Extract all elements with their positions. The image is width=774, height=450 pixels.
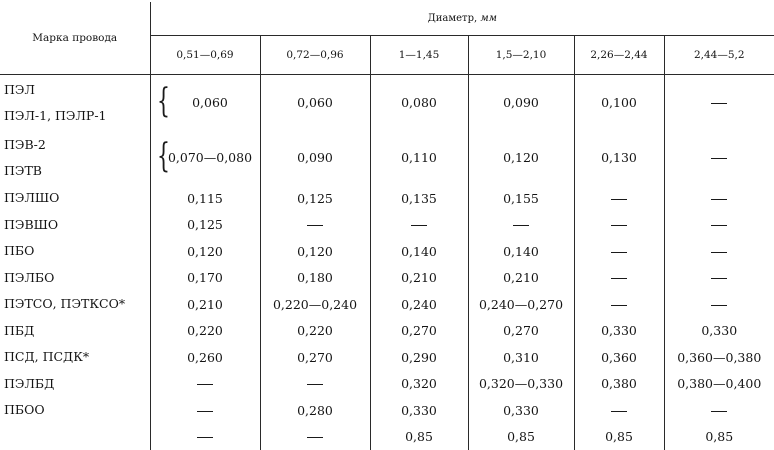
- insulation-thickness-cell: [574, 75, 664, 131]
- no-value-dash: [307, 437, 323, 438]
- insulation-thickness-cell: [260, 371, 370, 398]
- insulation-thickness-cell: [468, 397, 574, 424]
- thickness-value: 0,85: [605, 429, 633, 445]
- diameter-range-header: 2,44—5,2: [664, 36, 774, 75]
- diameter-group-header: [150, 2, 774, 36]
- insulation-thickness-cell: [468, 212, 574, 239]
- insulation-thickness-cell: [150, 397, 260, 424]
- insulation-thickness-cell: [260, 424, 370, 450]
- insulation-thickness-cell: [260, 238, 370, 265]
- thickness-value: 0,140: [401, 243, 437, 259]
- no-value-dash: [197, 384, 213, 385]
- thickness-value: 0,280: [297, 402, 333, 418]
- thickness-value: 0,290: [401, 349, 437, 365]
- thickness-value: 0,090: [297, 150, 333, 165]
- thickness-value: 0,220: [187, 323, 223, 339]
- insulation-thickness-cell: [664, 424, 774, 450]
- wire-brand-cell: [0, 212, 150, 239]
- no-value-dash: [711, 278, 727, 279]
- no-value-dash: [711, 411, 727, 412]
- thickness-value: 0,270: [297, 349, 333, 365]
- insulation-thickness-cell: [370, 130, 468, 185]
- thickness-value: 0,240: [401, 296, 437, 312]
- table-row: [0, 238, 774, 265]
- no-value-dash: [307, 384, 323, 385]
- wire-brand-name: ПЭЛ: [4, 81, 35, 97]
- insulation-thickness-cell: [370, 291, 468, 318]
- table-row: [0, 318, 774, 345]
- no-value-dash: [711, 252, 727, 253]
- no-value-dash: [711, 199, 727, 200]
- insulation-thickness-cell: [150, 130, 260, 185]
- thickness-value: 0,070—0,080: [167, 150, 253, 165]
- no-value-dash: [711, 305, 727, 306]
- insulation-thickness-cell: [150, 238, 260, 265]
- insulation-thickness-cell: [150, 344, 260, 371]
- thickness-value: 0,240—0,270: [478, 296, 564, 312]
- insulation-thickness-cell: [468, 185, 574, 212]
- wire-brand-name: ПЭВ-2: [4, 136, 46, 152]
- insulation-thickness-cell: [664, 318, 774, 345]
- no-value-dash: [513, 225, 529, 226]
- grouping-brace: {: [156, 80, 170, 121]
- no-value-dash: [307, 225, 323, 226]
- wire-brand-name: ПСД, ПСДК*: [4, 349, 90, 365]
- insulation-thickness-cell: [664, 344, 774, 371]
- thickness-value: 0,130: [601, 150, 637, 165]
- thickness-value: 0,100: [601, 95, 637, 110]
- wire-brand-cell: [0, 238, 150, 265]
- thickness-value: 0,360—0,380: [677, 349, 762, 365]
- insulation-thickness-cell: [370, 344, 468, 371]
- wire-brand-cell: [0, 397, 150, 424]
- wire-brand-cell: [0, 130, 150, 185]
- insulation-thickness-cell: [664, 397, 774, 424]
- insulation-thickness-cell: [574, 238, 664, 265]
- thickness-value: 0,220: [297, 323, 333, 339]
- wire-brand-name: ПЭТВ: [4, 162, 42, 178]
- insulation-thickness-cell: [664, 130, 774, 185]
- insulation-thickness-cell: [260, 185, 370, 212]
- diameter-range-header: 1—1,45: [370, 36, 468, 75]
- table-body: [0, 75, 774, 450]
- insulation-thickness-cell: [664, 212, 774, 239]
- thickness-value: 0,330: [503, 402, 539, 418]
- diameter-unit: мм: [480, 13, 497, 24]
- wire-brand-cell: [0, 291, 150, 318]
- thickness-value: 0,310: [503, 349, 539, 365]
- insulation-thickness-cell: [574, 318, 664, 345]
- table-row: [0, 344, 774, 371]
- grouping-brace: {: [156, 135, 170, 176]
- thickness-value: 0,320: [401, 376, 437, 392]
- thickness-value: 0,380: [601, 376, 637, 392]
- thickness-value: 0,85: [405, 429, 433, 445]
- wire-brand-cell: [0, 344, 150, 371]
- insulation-thickness-cell: [574, 130, 664, 185]
- wire-brand-cell: [0, 371, 150, 398]
- insulation-thickness-cell: [468, 130, 574, 185]
- thickness-value: 0,260: [187, 349, 223, 365]
- diameter-label: Диаметр,: [427, 13, 478, 24]
- insulation-thickness-cell: [370, 424, 468, 450]
- thickness-value: 0,270: [503, 323, 539, 339]
- diameter-range-header: 1,5—2,10: [468, 36, 574, 75]
- diameter-range-header: 2,26—2,44: [574, 36, 664, 75]
- insulation-thickness-cell: [150, 371, 260, 398]
- no-value-dash: [611, 305, 627, 306]
- no-value-dash: [611, 411, 627, 412]
- insulation-thickness-cell: [664, 371, 774, 398]
- insulation-thickness-cell: [260, 291, 370, 318]
- no-value-dash: [711, 103, 727, 104]
- insulation-thickness-cell: [468, 424, 574, 450]
- thickness-value: 0,330: [701, 323, 738, 339]
- wire-brand-name: ПЭТСО, ПЭТКСО*: [4, 296, 126, 312]
- diameter-range-header: 0,51—0,69: [150, 36, 260, 75]
- insulation-thickness-cell: [370, 371, 468, 398]
- thickness-value: 0,060: [192, 95, 228, 110]
- no-value-dash: [611, 252, 627, 253]
- thickness-value: 0,115: [187, 190, 223, 206]
- thickness-value: 0,380—0,400: [677, 376, 762, 392]
- no-value-dash: [197, 437, 213, 438]
- thickness-value: 0,125: [297, 190, 333, 206]
- thickness-value: 0,210: [187, 296, 223, 312]
- insulation-thickness-cell: [260, 397, 370, 424]
- table-row: [0, 185, 774, 212]
- thickness-value: 0,85: [507, 429, 535, 445]
- brand-column-header: [0, 2, 150, 75]
- wire-brand-cell: [0, 318, 150, 345]
- table-row: [0, 397, 774, 424]
- insulation-thickness-cell: [150, 75, 260, 131]
- insulation-thickness-cell: [150, 265, 260, 292]
- thickness-value: 0,080: [401, 95, 437, 110]
- thickness-value: 0,110: [401, 150, 437, 165]
- thickness-value: 0,060: [297, 95, 333, 110]
- insulation-thickness-cell: [260, 75, 370, 131]
- thickness-value: 0,330: [601, 323, 637, 339]
- insulation-thickness-cell: [574, 397, 664, 424]
- thickness-value: 0,155: [503, 190, 539, 206]
- table-row: [0, 265, 774, 292]
- wire-brand-name: ПБО: [4, 243, 35, 259]
- insulation-thickness-cell: [574, 185, 664, 212]
- insulation-thickness-cell: [370, 238, 468, 265]
- insulation-thickness-cell: [150, 291, 260, 318]
- thickness-value: 0,090: [503, 95, 539, 110]
- insulation-thickness-cell: [260, 318, 370, 345]
- insulation-thickness-cell: [574, 344, 664, 371]
- insulation-thickness-cell: [574, 212, 664, 239]
- insulation-thickness-cell: [370, 318, 468, 345]
- wire-brand-name: ПЭВШО: [4, 216, 59, 232]
- no-value-dash: [611, 278, 627, 279]
- insulation-thickness-cell: [150, 424, 260, 450]
- insulation-thickness-cell: [468, 291, 574, 318]
- thickness-value: 0,210: [503, 270, 539, 286]
- table-row: [0, 424, 774, 450]
- thickness-value: 0,180: [297, 270, 333, 286]
- wire-brand-cell: [0, 75, 150, 131]
- insulation-thickness-cell: [260, 265, 370, 292]
- thickness-value: 0,270: [401, 323, 437, 339]
- thickness-value: 0,120: [297, 243, 333, 259]
- thickness-value: 0,120: [187, 243, 223, 259]
- insulation-thickness-cell: [664, 291, 774, 318]
- thickness-value: 0,220—0,240: [272, 296, 358, 312]
- thickness-value: 0,170: [187, 270, 223, 286]
- insulation-thickness-cell: [150, 185, 260, 212]
- no-value-dash: [611, 225, 627, 226]
- thickness-value: 0,210: [401, 270, 437, 286]
- insulation-thickness-cell: [260, 130, 370, 185]
- wire-brand-cell: [0, 185, 150, 212]
- wire-brand-name: ПБОО: [4, 402, 45, 418]
- insulation-thickness-cell: [370, 265, 468, 292]
- insulation-thickness-cell: [468, 318, 574, 345]
- insulation-thickness-cell: [260, 344, 370, 371]
- insulation-thickness-cell: [260, 212, 370, 239]
- diameter-range-header: 0,72—0,96: [260, 36, 370, 75]
- insulation-thickness-cell: [468, 75, 574, 131]
- insulation-thickness-cell: [574, 265, 664, 292]
- thickness-value: 0,85: [705, 429, 734, 445]
- insulation-thickness-cell: [574, 291, 664, 318]
- wire-brand-name: ПЭЛШО: [4, 190, 60, 206]
- no-value-dash: [197, 411, 213, 412]
- table-row: [0, 371, 774, 398]
- table-row: [0, 75, 774, 131]
- wire-brand-name: ПЭЛ-1, ПЭЛР-1: [4, 107, 107, 123]
- table-row: [0, 212, 774, 239]
- insulation-thickness-cell: [150, 212, 260, 239]
- wire-brand-name: ПЭЛБД: [4, 375, 55, 391]
- thickness-value: 0,140: [503, 243, 539, 259]
- wire-brand-cell: [0, 424, 150, 450]
- insulation-thickness-cell: [468, 238, 574, 265]
- thickness-value: 0,120: [503, 150, 539, 165]
- no-value-dash: [711, 225, 727, 226]
- thickness-value: 0,135: [401, 190, 437, 206]
- insulation-thickness-cell: [468, 265, 574, 292]
- wire-insulation-table: [0, 2, 774, 450]
- no-value-dash: [711, 158, 727, 159]
- insulation-thickness-cell: [574, 371, 664, 398]
- insulation-thickness-cell: [370, 212, 468, 239]
- insulation-thickness-cell: [370, 75, 468, 131]
- insulation-thickness-cell: [370, 397, 468, 424]
- thickness-value: 0,360: [601, 349, 637, 365]
- thickness-value: 0,125: [187, 217, 223, 233]
- insulation-thickness-cell: [664, 75, 774, 131]
- thickness-value: 0,330: [401, 402, 437, 418]
- wire-brand-cell: [0, 265, 150, 292]
- insulation-thickness-cell: [150, 318, 260, 345]
- table-row: [0, 130, 774, 185]
- insulation-thickness-cell: [574, 424, 664, 450]
- insulation-thickness-cell: [370, 185, 468, 212]
- wire-brand-name: ПЭЛБО: [4, 269, 55, 285]
- brand-column-label: Марка провода: [32, 32, 118, 44]
- no-value-dash: [411, 225, 427, 226]
- thickness-value: 0,320—0,330: [478, 376, 564, 392]
- no-value-dash: [611, 199, 627, 200]
- insulation-thickness-cell: [664, 185, 774, 212]
- insulation-thickness-cell: [468, 371, 574, 398]
- insulation-thickness-cell: [468, 344, 574, 371]
- insulation-thickness-cell: [664, 265, 774, 292]
- wire-brand-name: ПБД: [4, 322, 35, 338]
- table-row: [0, 291, 774, 318]
- insulation-thickness-cell: [664, 238, 774, 265]
